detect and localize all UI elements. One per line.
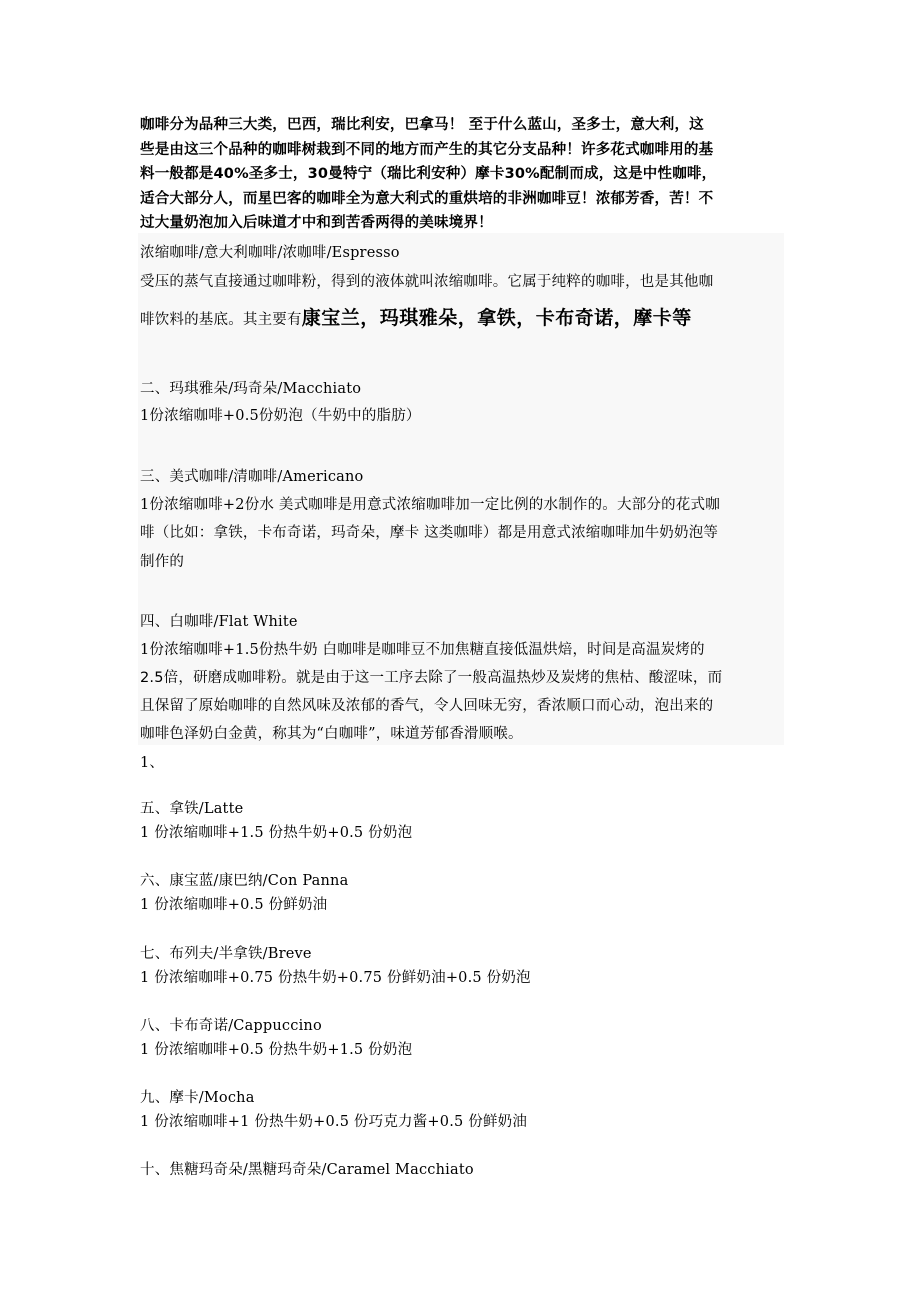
espresso-title: 浓缩咖啡/意大利咖啡/浓咖啡/Espresso <box>140 245 400 261</box>
flat-white-title: 四、白咖啡/Flat White <box>140 614 298 630</box>
flat-white-description-line: 且保留了原始咖啡的自然风味及浓郁的香气，令人回味无穷，香浓顺口而心动，泡出来的 <box>140 698 714 714</box>
americano-description-line: 1份浓缩咖啡+2份水 美式咖啡是用意式浓缩咖啡加一定比例的水制作的。大部分的花式咖 <box>140 497 720 513</box>
intro-paragraph <box>140 113 785 236</box>
intro-line: 咖啡分为品种三大类，巴西，瑞比利安，巴拿马！ 至于什么蓝山，圣多士，意大利，这 <box>140 117 704 133</box>
americano-description-line: 制作的 <box>140 554 185 570</box>
latte-recipe: 1 份浓缩咖啡+1.5 份热牛奶+0.5 份奶泡 <box>140 825 413 841</box>
breve-recipe: 1 份浓缩咖啡+0.75 份热牛奶+0.75 份鲜奶油+0.5 份奶泡 <box>140 970 531 986</box>
macchiato-title: 二、玛琪雅朵/玛奇朵/Macchiato <box>140 381 362 397</box>
macchiato-recipe: 1份浓缩咖啡+0.5份奶泡（牛奶中的脂肪） <box>140 408 421 424</box>
cappuccino-title: 八、卡布奇诺/Cappuccino <box>140 1018 322 1034</box>
intro-line: 料一般都是40%圣多士，30曼特宁（瑞比利安种）摩卡30%配制而成，这是中性咖啡， <box>140 166 717 182</box>
stray-list-number: 1、 <box>140 755 165 771</box>
con-panna-recipe: 1 份浓缩咖啡+0.5 份鲜奶油 <box>140 897 328 913</box>
mocha-recipe: 1 份浓缩咖啡+1 份热牛奶+0.5 份巧克力酱+0.5 份鲜奶油 <box>140 1114 528 1130</box>
intro-line: 适合大部分人，而星巴客的咖啡全为意大利式的重烘培的非洲咖啡豆！浓郁芳香，苦！不 <box>140 190 714 207</box>
intro-line: 过大量奶泡加入后味道才中和到苦香两得的美味境界！ <box>140 215 493 231</box>
flat-white-description-line <box>140 666 722 687</box>
con-panna-title: 六、康宝蓝/康巴纳/Con Panna <box>140 873 349 889</box>
espresso-variants-emphasis: 康宝兰，玛琪雅朵，拿铁，卡布奇诺，摩卡等 <box>301 307 692 329</box>
caramel-macchiato-title: 十、焦糖玛奇朵/黑糖玛奇朵/Caramel Macchiato <box>140 1162 474 1178</box>
espresso-description-line: 受压的蒸气直接通过咖啡粉，得到的液体就叫浓缩咖啡。它属于纯粹的咖啡，也是其他咖 <box>140 274 714 290</box>
intro-line: 些是由这三个品种的咖啡树栽到不同的地方而产生的其它分支品种！许多花式咖啡用的基 <box>140 141 714 158</box>
latte-title: 五、拿铁/Latte <box>140 801 244 817</box>
espresso-description-line <box>140 303 692 330</box>
flat-white-description-line: 咖啡色泽奶白金黄，称其为“白咖啡”，味道芳郁香滑顺喉。 <box>140 726 523 742</box>
breve-title: 七、布列夫/半拿铁/Breve <box>140 946 312 962</box>
americano-description-line: 啡（比如：拿铁，卡布奇诺，玛奇朵，摩卡 这类咖啡）都是用意式浓缩咖啡加牛奶奶泡等 <box>140 525 719 541</box>
mocha-title: 九、摩卡/Mocha <box>140 1090 255 1106</box>
cappuccino-recipe: 1 份浓缩咖啡+0.5 份热牛奶+1.5 份奶泡 <box>140 1042 413 1058</box>
espresso-description-text: 啡饮料的基底。其主要有 <box>140 312 302 328</box>
americano-title: 三、美式咖啡/清咖啡/Americano <box>140 469 364 485</box>
flat-white-multiplier: 2.5 <box>140 670 164 686</box>
flat-white-description-text: 倍，研磨成咖啡粉。就是由于这一工序去除了一般高温热炒及炭烤的焦枯、酸涩味，而 <box>163 670 723 686</box>
flat-white-description-line: 1份浓缩咖啡+1.5份热牛奶 白咖啡是咖啡豆不加焦糖直接低温烘焙，时间是高温炭烤的 <box>140 642 705 658</box>
